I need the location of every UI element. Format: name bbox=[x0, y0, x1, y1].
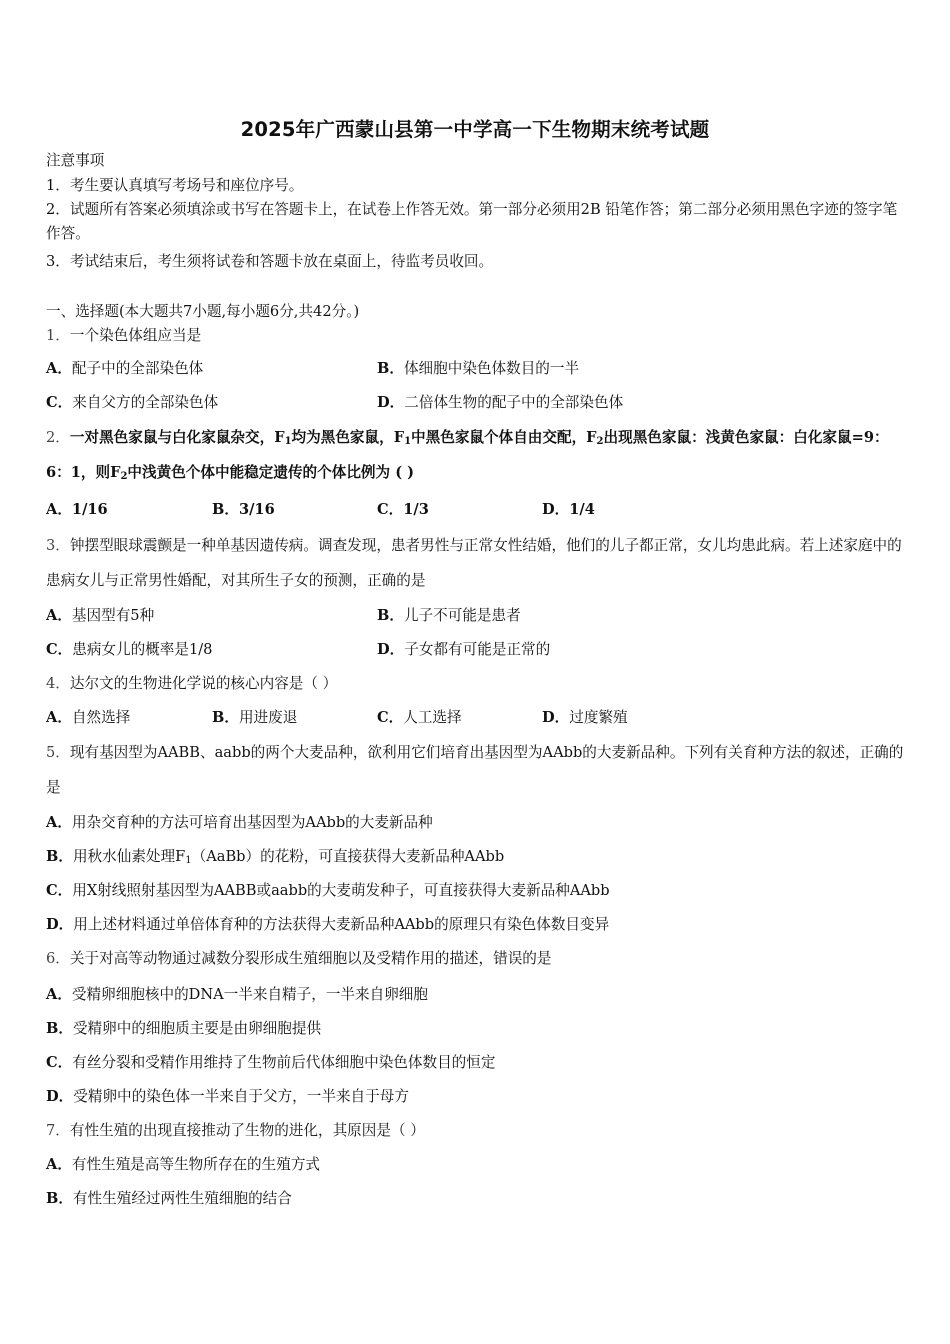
question-number: 1． bbox=[46, 327, 70, 344]
option: A．基因型有5种 bbox=[46, 607, 155, 624]
option: A．用杂交育种的方法可培育出基因型为AAbb的大麦新品种 bbox=[46, 814, 433, 831]
question-number: 6． bbox=[46, 950, 70, 967]
option: D．用上述材料通过单倍体育种的方法获得大麦新品种AAbb的原理只有染色体数目变异 bbox=[46, 916, 610, 933]
question-number: 3． bbox=[46, 537, 70, 554]
option: D．1/4 bbox=[542, 501, 595, 518]
question-stem: 5．现有基因型为AABB、aabb的两个大麦品种，欲利用它们培育出基因型为AAbb的大麦新品种。下列有关育种方法的叙述，正确的是 bbox=[46, 744, 904, 796]
question-stem: 1．一个染色体组应当是 bbox=[46, 327, 202, 344]
option: C．人工选择 bbox=[377, 709, 462, 726]
option: A．有性生殖是高等生物所存在的生殖方式 bbox=[46, 1156, 321, 1173]
option: A．自然选择 bbox=[46, 709, 131, 726]
question-number: 2． bbox=[46, 429, 70, 446]
option: B．用进废退 bbox=[212, 709, 298, 726]
option: B．儿子不可能是患者 bbox=[377, 607, 521, 624]
question-stem: 3．钟摆型眼球震颤是一种单基因遗传病。调查发现，患者男性与正常女性结婚，他们的儿子都正常，女儿均患此病。若上述家庭中的患病女儿与正常男性婚配，对其所生子女的预测，正确的是 bbox=[46, 537, 902, 589]
question-number: 5． bbox=[46, 744, 70, 761]
option: A．配子中的全部染色体 bbox=[46, 360, 204, 377]
question-number: 4． bbox=[46, 675, 70, 692]
notes-heading: 注意事项 bbox=[46, 152, 105, 169]
question-stem: 7．有性生殖的出现直接推动了生物的进化，其原因是（ ） bbox=[46, 1122, 425, 1139]
question-number: 7． bbox=[46, 1122, 70, 1139]
option: B．用秋水仙素处理$F_1(AaBb)$的花粉，可直接获得大麦新品种AAbb bbox=[46, 848, 505, 866]
question-stem: 4．达尔文的生物进化学说的核心内容是（ ） bbox=[46, 675, 338, 692]
option: C．患病女儿的概率是1/8 bbox=[46, 641, 213, 658]
page-title: 2025年广西蒙山县第一中学高一下生物期末统考试题 bbox=[240, 118, 710, 141]
option: B．3/16 bbox=[212, 501, 275, 518]
option: C．1/3 bbox=[377, 501, 429, 518]
option: D．二倍体生物的配子中的全部染色体 bbox=[377, 394, 624, 411]
option: C．有丝分裂和受精作用维持了生物前后代体细胞中染色体数目的恒定 bbox=[46, 1054, 496, 1071]
option: C．来自父方的全部染色体 bbox=[46, 394, 219, 411]
option: C．用X射线照射基因型为AABB或aabb的大麦萌发种子，可直接获得大麦新品种AAbb bbox=[46, 882, 610, 899]
question-stem: 6．关于对高等动物通过减数分裂形成生殖细胞以及受精作用的描述，错误的是 bbox=[46, 950, 552, 967]
option: D．受精卵中的染色体一半来自于父方，一半来自于母方 bbox=[46, 1088, 409, 1105]
option: D．过度繁殖 bbox=[542, 709, 628, 726]
option: B．受精卵中的细胞质主要是由卵细胞提供 bbox=[46, 1020, 322, 1037]
question-stem: 2．一对黑色家鼠与白化家鼠杂交，$F_1$均为黑色家鼠，$F_1$中黑色家鼠个体自由交配，$F_2$出现黑色家鼠：浅黄色家鼠：白化家鼠=9：6：1，则$F_2$中浅黄色个体中能稳定遗传的个体比例为 ( ) bbox=[46, 429, 889, 482]
note-item: 2．试题所有答案必须填涂或书写在答题卡上，在试卷上作答无效。第一部分必须用2B 铅笔作答；第二部分必须用黑色字迹的签字笔作答。 bbox=[46, 201, 898, 242]
option: A．1/16 bbox=[46, 501, 108, 518]
option: B．体细胞中染色体数目的一半 bbox=[377, 360, 580, 377]
note-item: 1．考生要认真填写考场号和座位序号。 bbox=[46, 177, 304, 194]
option: B．有性生殖经过两性生殖细胞的结合 bbox=[46, 1190, 292, 1207]
note-item: 3．考试结束后，考生须将试卷和答题卡放在桌面上，待监考员收回。 bbox=[46, 253, 494, 270]
section-heading: 一、选择题(本大题共7小题,每小题6分,共42分。) bbox=[46, 303, 360, 320]
option: A．受精卵细胞核中的DNA一半来自精子，一半来自卵细胞 bbox=[46, 986, 428, 1003]
option: D．子女都有可能是正常的 bbox=[377, 641, 551, 658]
